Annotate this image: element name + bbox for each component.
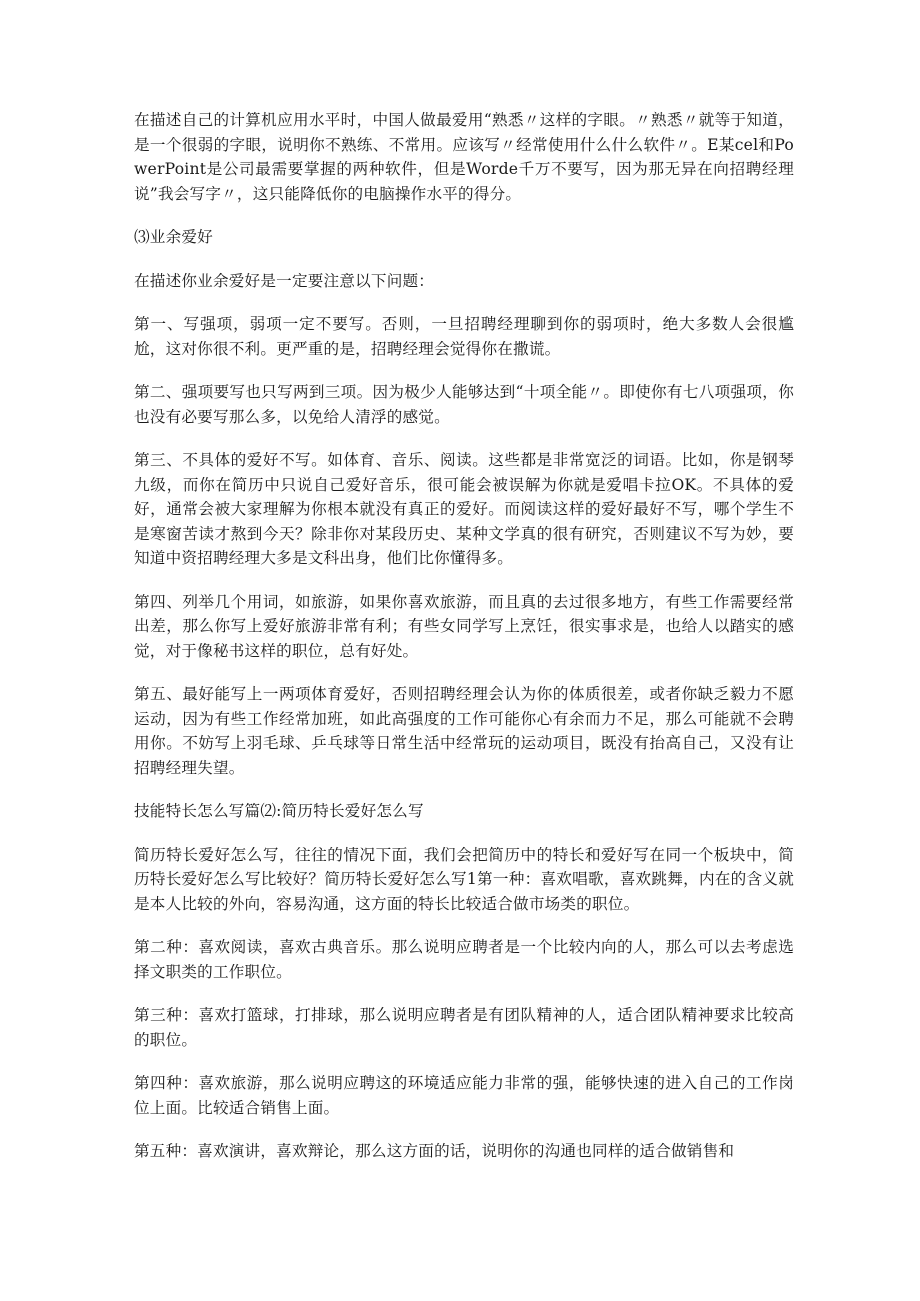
paragraph-point-3: 第三、不具体的爱好不写。如体育、音乐、阅读。这些都是非常宽泛的词语。比如，你是钢琴九级，而你在简历中只说自己爱好音乐，很可能会被误解为你就是爱唱卡拉OK。不具体的爱好，通常会被大家理解为你根本就没有真正的爱好。而阅读这样的爱好最好不写，哪个学生不是寒窗苦读才熬到今天？除非你对某段历史、某种文学真的很有研究，否则建议不写为妙，要知道中资招聘经理大多是文科出身，他们比你懂得多。 xyxy=(134,451,794,567)
paragraph-type-4: 第四种：喜欢旅游，那么说明应聘这的环境适应能力非常的强，能够快速的进入自己的工作岗位上面。比较适合销售上面。 xyxy=(134,1074,794,1117)
paragraph-type-1: 简历特长爱好怎么写，往往的情况下面，我们会把简历中的特长和爱好写在同一个板块中，简历特长爱好怎么写比较好？简历特长爱好怎么写1第一种：喜欢唱歌，喜欢跳舞，内在的含义就是本人比较的外向，容易沟通，这方面的特长比较适合做市场类的职位。 xyxy=(134,845,794,913)
section-heading-skills-article-2: 技能特长怎么写篇⑵:简历特长爱好怎么写 xyxy=(134,802,424,820)
document-page xyxy=(134,108,794,1183)
paragraph-point-5: 第五、最好能写上一两项体育爱好，否则招聘经理会认为你的体质很差，或者你缺乏毅力不愿运动，因为有些工作经常加班，如此高强度的工作可能你心有余而力不足，那么可能就不会聘用你。不妨写上羽毛球、乒乓球等日常生活中经常玩的运动项目，既没有抬高自己，又没有让招聘经理失望。 xyxy=(134,685,794,777)
paragraph-type-2: 第二种：喜欢阅读，喜欢古典音乐。那么说明应聘者是一个比较内向的人，那么可以去考虑选择文职类的工作职位。 xyxy=(134,938,794,981)
paragraph-computer-skills: 在描述自己的计算机应用水平时，中国人做最爱用“熟悉〃这样的字眼。〃熟悉〃就等于知道，是一个很弱的字眼，说明你不熟练、不常用。应该写〃经常使用什么什么软件〃。E某cel和PowerPoint是公司最需要掌握的两种软件，但是Worde千万不要写，因为那无异在向招聘经理说”我会写字〃，这只能降低你的电脑操作水平的得分。 xyxy=(134,111,794,203)
paragraph-type-3: 第三种：喜欢打篮球，打排球，那么说明应聘者是有团队精神的人，适合团队精神要求比较高的职位。 xyxy=(134,1006,794,1049)
paragraph-point-1: 第一、写强项，弱项一定不要写。否则，一旦招聘经理聊到你的弱项时，绝大多数人会很尴尬，这对你很不利。更严重的是，招聘经理会觉得你在撒谎。 xyxy=(134,315,794,358)
section-heading-hobbies: ⑶业余爱好 xyxy=(134,228,213,246)
paragraph-point-4: 第四、列举几个用词，如旅游，如果你喜欢旅游，而且真的去过很多地方，有些工作需要经常出差，那么你写上爱好旅游非常有利；有些女同学写上烹饪，很实事求是，也给人以踏实的感觉，对于像秘书这样的职位，总有好处。 xyxy=(134,592,794,660)
paragraph-point-2: 第二、强项要写也只写两到三项。因为极少人能够达到“十项全能〃。即使你有七八项强项，你也没有必要写那么多，以免给人清浮的感觉。 xyxy=(134,383,794,426)
paragraph-hobbies-intro: 在描述你业余爱好是一定要注意以下问题： xyxy=(134,271,435,290)
paragraph-type-5: 第五种：喜欢演讲，喜欢辩论，那么这方面的话，说明你的沟通也同样的适合做销售和 xyxy=(134,1142,735,1160)
